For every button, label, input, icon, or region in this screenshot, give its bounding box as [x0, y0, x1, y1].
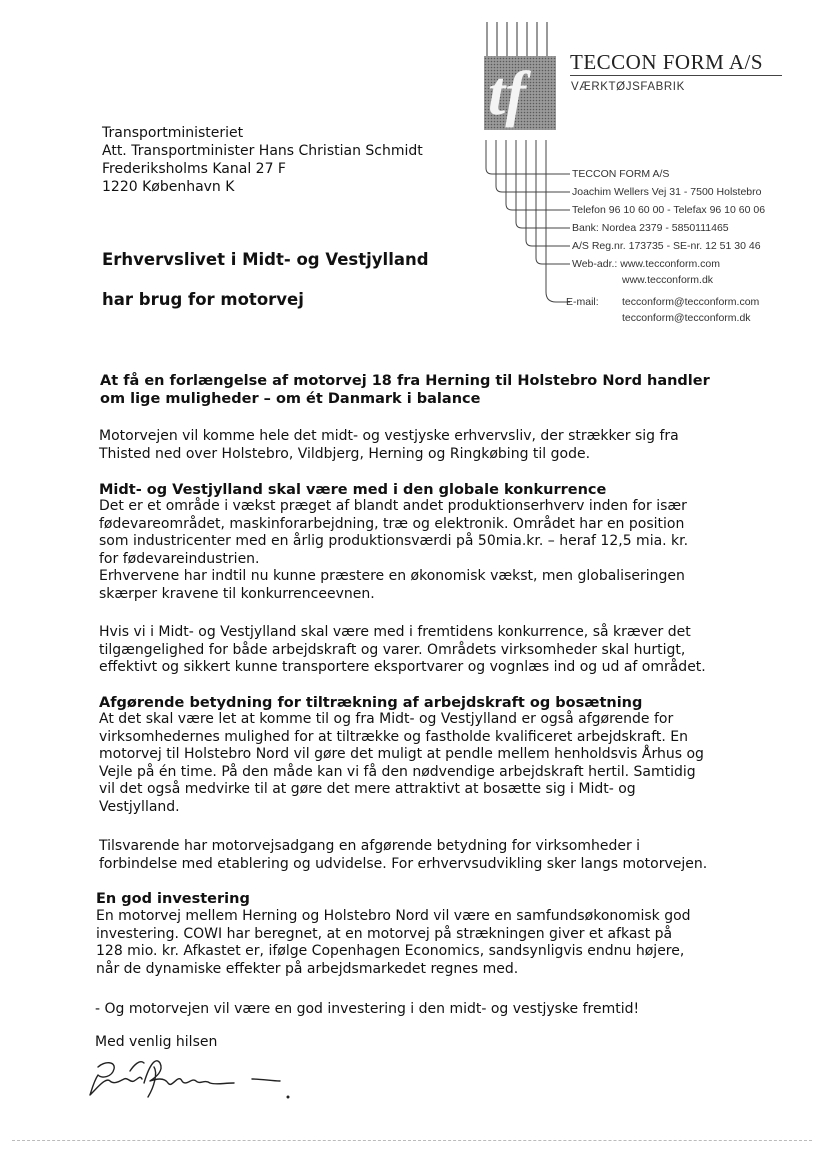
section-title-investment: En god investering — [96, 891, 250, 907]
handwritten-signature — [84, 1053, 294, 1103]
paragraph-line: skærper kravene til konkurrenceevnen. — [99, 585, 375, 602]
paragraph-line: Erhvervene har indtil nu kunne præstere en økonomisk vækst, men globaliseringen — [99, 568, 685, 585]
paragraph-line: En motorvej mellem Herning og Holstebro Nord vil være en samfundsøkonomisk god — [96, 908, 691, 924]
paragraph-line: Tilsvarende har motorvejsadgang en afgørende betydning for virksomheder i — [99, 838, 641, 854]
svg-text:tf: tf — [488, 60, 526, 128]
company-detail-web: Web-adr.: www.tecconform.com — [572, 258, 721, 270]
section-title-workforce: Afgørende betydning for tiltrækning af arbejdskraft og bosætning — [99, 695, 643, 711]
paragraph-line: Motorvejen vil komme hele det midt- og vestjyske erhvervsliv, der strækker sig fra — [99, 428, 679, 444]
paragraph-line: når de dynamiske effekter på arbejdsmarkedet regnes med. — [96, 960, 519, 977]
paragraph-line: forbindelse med etablering og udvidelse. For erhvervsudvikling sker langs motorvejen. — [99, 855, 708, 872]
company-name: TECCON FORM A/S — [570, 50, 764, 74]
paragraph-line: Vejle på én time. På den måde kan vi få den nødvendige arbejdskraft hertil. Samtidig — [99, 763, 696, 780]
company-detail-email-label: E-mail: — [566, 296, 599, 308]
recipient-address — [102, 124, 423, 196]
paragraph-line: investering. COWI har beregnet, at en motorvej på strækningen giver et afkast på — [96, 925, 673, 942]
teccon-logo-icon — [484, 18, 556, 130]
paragraph-line: motorvej til Holstebro Nord vil gøre det muligt at pendle mellem henholdsvis Århus og — [99, 746, 704, 763]
recipient-line: Transportministeriet — [102, 125, 244, 141]
section-body-workforce — [99, 711, 704, 817]
footer-divider — [12, 1140, 812, 1141]
company-detail-web-2: www.tecconform.dk — [622, 274, 714, 286]
paragraph-line: Hvis vi i Midt- og Vestjylland skal være med i fremtidens konkurrence, så kræver det — [99, 624, 691, 640]
paragraph-intro — [99, 428, 679, 463]
paragraph-line: fødevareområdet, maskinforarbejdning, træ og elektronik. Området har en position — [99, 515, 685, 532]
paragraph-line: effektivt og sikkert kunne transportere eksportvarer og vognlæs ind og ud af området. — [99, 659, 706, 676]
section-body-global-competition — [99, 498, 688, 604]
company-detail-email-1: tecconform@tecconform.com — [622, 296, 760, 308]
intro-line: At få en forlængelse af motorvej 18 fra Herning til Holstebro Nord handler — [100, 373, 710, 389]
paragraph-line: 128 mio. kr. Afkastet er, ifølge Copenhagen Economics, sandsynligvis endnu højere, — [96, 943, 685, 960]
headline-line-2: har brug for motorvej — [102, 290, 304, 309]
paragraph-line: tilgængelighed for både arbejdskraft og varer. Områdets virksomheder skal hurtigt, — [99, 641, 686, 658]
closing-line: - Og motorvejen vil være en god investering i den midt- og vestjyske fremtid! — [95, 1001, 640, 1017]
company-detail-email-2: tecconform@tecconform.dk — [622, 312, 751, 324]
recipient-line: Att. Transportminister Hans Christian Schmidt — [102, 143, 423, 159]
paragraph-line: Det er et område i vækst præget af blandt andet produktionserhverv inden for især — [99, 498, 687, 514]
recipient-line: Frederiksholms Kanal 27 F — [102, 161, 286, 177]
paragraph-accessibility — [99, 624, 706, 677]
paragraph-line: Vestjylland. — [99, 798, 180, 815]
company-detail-name: TECCON FORM A/S — [572, 168, 670, 180]
company-detail-phone: Telefon 96 10 60 00 - Telefax 96 10 60 06 — [572, 204, 766, 216]
greeting: Med venlig hilsen — [95, 1034, 218, 1050]
section-body-investment — [96, 908, 691, 978]
details-connector-lines — [476, 140, 576, 320]
paragraph-line: for fødevareindustrien. — [99, 550, 260, 567]
company-rule — [570, 75, 782, 76]
paragraph-line: som industricenter med en årlig produktionsværdi på 50mia.kr. – heraf 12,5 mia. kr. — [99, 533, 689, 550]
company-subtitle: VÆRKTØJSFABRIK — [571, 81, 685, 93]
intro-bold — [100, 372, 710, 408]
paragraph-motorway-access — [99, 838, 707, 873]
paragraph-line: vil det også medvirke til at gøre det mere attraktivt at bosætte sig i Midt- og — [99, 781, 636, 798]
company-detail-address: Joachim Wellers Vej 31 - 7500 Holstebro — [572, 186, 762, 198]
company-detail-bank: Bank: Nordea 2379 - 5850111465 — [572, 222, 729, 234]
paragraph-line: virksomhedernes mulighed for at tiltrække og fastholde kvalificeret arbejdskraft. En — [99, 728, 689, 745]
company-detail-reg: A/S Reg.nr. 173735 - SE-nr. 12 51 30 46 — [572, 240, 761, 252]
headline-line-1: Erhvervslivet i Midt- og Vestjylland — [102, 250, 429, 269]
recipient-line: 1220 København K — [102, 179, 235, 195]
paragraph-line: Thisted ned over Holstebro, Vildbjerg, Herning og Ringkøbing til gode. — [99, 445, 591, 462]
paragraph-line: At det skal være let at komme til og fra Midt- og Vestjylland er også afgørende for — [99, 711, 674, 727]
intro-line: om lige muligheder – om ét Danmark i balance — [100, 391, 481, 407]
section-title-global-competition: Midt- og Vestjylland skal være med i den globale konkurrence — [99, 482, 607, 498]
